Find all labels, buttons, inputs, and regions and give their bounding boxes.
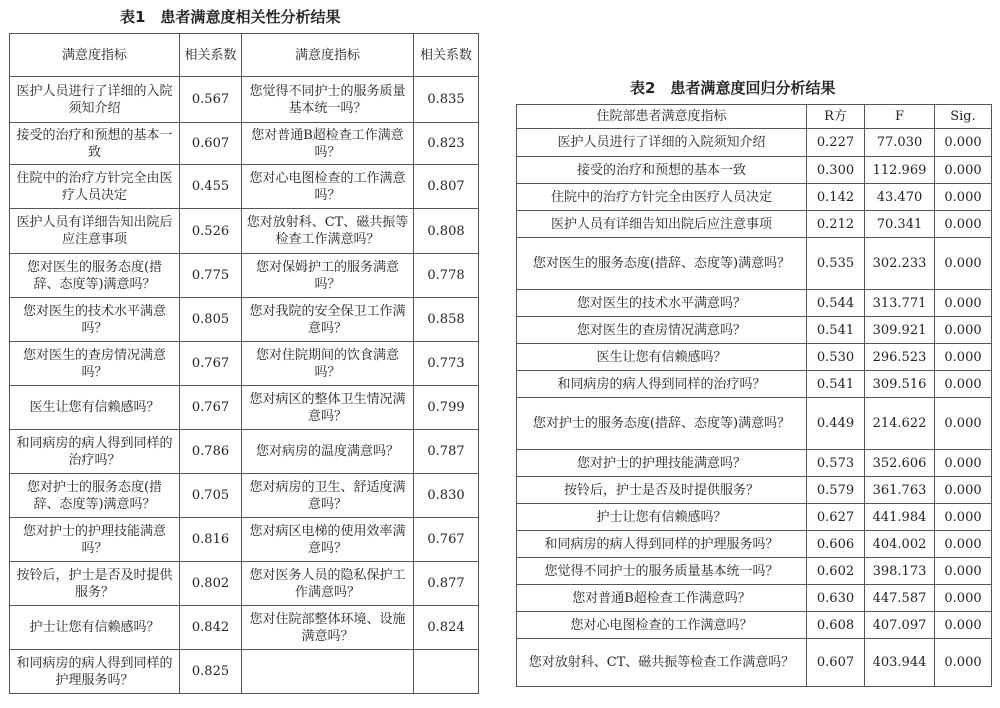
table-row [10,606,479,650]
indicator-cell: 您对护士的护理技能满意吗？ [10,518,180,562]
table-row [517,639,992,687]
indicator-cell: 您对病区的整体卫生情况满意吗？ [242,386,414,430]
header-cell: 相关系数 [180,34,242,77]
coefficient-cell: 0.830 [414,474,479,518]
indicator-cell: 按铃后，护士是否及时提供服务？ [10,562,180,606]
sig-cell: 0.000 [935,129,992,157]
coefficient-cell: 0.607 [180,123,242,165]
coefficient-cell: 0.786 [180,430,242,474]
table-row [517,184,992,211]
indicator-cell [242,650,414,694]
table-row [10,209,479,254]
r-square-cell: 0.627 [807,504,865,531]
f-value-cell: 398.173 [865,558,935,585]
coefficient-cell: 0.705 [180,474,242,518]
f-value-cell: 404.002 [865,531,935,558]
table-row [517,531,992,558]
indicator-cell: 医生让您有信赖感吗？ [10,386,180,430]
table-row [517,398,992,450]
sig-cell: 0.000 [935,639,992,687]
indicator-cell: 您对医生的技术水平满意吗？ [10,298,180,342]
f-value-cell: 77.030 [865,129,935,157]
r-square-cell: 0.606 [807,531,865,558]
f-value-cell: 403.944 [865,639,935,687]
r-square-cell: 0.602 [807,558,865,585]
f-value-cell: 407.097 [865,612,935,639]
indicator-cell: 您对病区电梯的使用效率满意吗？ [242,518,414,562]
header-cell: 住院部患者满意度指标 [517,105,807,129]
indicator-cell: 您对心电图检查的工作满意吗？ [517,612,807,639]
r-square-cell: 0.142 [807,184,865,211]
sig-cell: 0.000 [935,504,992,531]
indicator-cell: 和同病房的病人得到同样的护理服务吗？ [10,650,180,694]
indicator-cell: 您对医生的查房情况满意吗？ [517,317,807,344]
r-square-cell: 0.544 [807,290,865,317]
header-cell: 相关系数 [414,34,479,77]
indicator-cell: 和同病房的病人得到同样的治疗吗？ [517,371,807,398]
indicator-cell: 和同病房的病人得到同样的护理服务吗？ [517,531,807,558]
f-value-cell: 352.606 [865,450,935,477]
coefficient-cell: 0.526 [180,209,242,254]
table-row [517,211,992,238]
indicator-cell: 您对普通B超检查工作满意吗？ [242,123,414,165]
indicator-cell: 和同病房的病人得到同样的治疗吗？ [10,430,180,474]
indicator-cell: 您对放射科、CT、磁共振等检查工作满意吗？ [242,209,414,254]
indicator-cell: 住院中的治疗方针完全由医疗人员决定 [10,165,180,209]
indicator-cell: 您对病房的温度满意吗？ [242,430,414,474]
f-value-cell: 70.341 [865,211,935,238]
table-row [10,474,479,518]
indicator-cell: 按铃后，护士是否及时提供服务？ [517,477,807,504]
r-square-cell: 0.607 [807,639,865,687]
table-row [10,123,479,165]
sig-cell: 0.000 [935,317,992,344]
coefficient-cell: 0.773 [414,342,479,386]
f-value-cell: 302.233 [865,238,935,290]
table-row [517,290,992,317]
r-square-cell: 0.579 [807,477,865,504]
r-square-cell: 0.541 [807,371,865,398]
table-row [517,558,992,585]
sig-cell: 0.000 [935,450,992,477]
table-row [10,430,479,474]
indicator-cell: 您对医生的服务态度(措辞、态度等)满意吗？ [10,254,180,298]
sig-cell: 0.000 [935,238,992,290]
table-row [517,371,992,398]
f-value-cell: 313.771 [865,290,935,317]
sig-cell: 0.000 [935,211,992,238]
sig-cell: 0.000 [935,558,992,585]
indicator-cell: 医护人员进行了详细的入院须知介绍 [10,77,180,123]
f-value-cell: 441.984 [865,504,935,531]
indicator-cell: 护士让您有信赖感吗？ [517,504,807,531]
indicator-cell: 您对我院的安全保卫工作满意吗？ [242,298,414,342]
coefficient-cell: 0.778 [414,254,479,298]
table-row [10,342,479,386]
sig-cell: 0.000 [935,290,992,317]
table-header-row [10,34,479,77]
r-square-cell: 0.227 [807,129,865,157]
sig-cell: 0.000 [935,477,992,504]
sig-cell: 0.000 [935,157,992,184]
f-value-cell: 309.921 [865,317,935,344]
table-row [10,518,479,562]
coefficient-cell: 0.816 [180,518,242,562]
table-row [517,450,992,477]
indicator-cell: 医生让您有信赖感吗？ [517,344,807,371]
header-cell: 满意度指标 [242,34,414,77]
coefficient-cell: 0.823 [414,123,479,165]
table-row [517,612,992,639]
r-square-cell: 0.608 [807,612,865,639]
coefficient-cell: 0.767 [414,518,479,562]
coefficient-cell [414,650,479,694]
table-row [517,317,992,344]
f-value-cell: 43.470 [865,184,935,211]
sig-cell: 0.000 [935,184,992,211]
header-cell: R方 [807,105,865,129]
f-value-cell: 214.622 [865,398,935,450]
r-square-cell: 0.212 [807,211,865,238]
indicator-cell: 您对住院期间的饮食满意吗？ [242,342,414,386]
table-row [10,165,479,209]
table-row [10,254,479,298]
sig-cell: 0.000 [935,585,992,612]
table-header-row [517,105,992,129]
table-row [10,298,479,342]
indicator-cell: 您对医生的技术水平满意吗？ [517,290,807,317]
table-row [10,386,479,430]
indicator-cell: 住院中的治疗方针完全由医疗人员决定 [517,184,807,211]
header-cell: 满意度指标 [10,34,180,77]
r-square-cell: 0.630 [807,585,865,612]
indicator-cell: 您对护士的护理技能满意吗？ [517,450,807,477]
f-value-cell: 361.763 [865,477,935,504]
indicator-cell: 护士让您有信赖感吗？ [10,606,180,650]
coefficient-cell: 0.787 [414,430,479,474]
indicator-cell: 您对医生的查房情况满意吗？ [10,342,180,386]
indicator-cell: 您对普通B超检查工作满意吗？ [517,585,807,612]
indicator-cell: 接受的治疗和预想的基本一致 [10,123,180,165]
indicator-cell: 接受的治疗和预想的基本一致 [517,157,807,184]
coefficient-cell: 0.824 [414,606,479,650]
regression-table [516,104,992,687]
indicator-cell: 您对护士的服务态度(措辞、态度等)满意吗？ [10,474,180,518]
indicator-cell: 您对病房的卫生、舒适度满意吗？ [242,474,414,518]
table-row [10,562,479,606]
indicator-cell: 医护人员有详细告知出院后应注意事项 [10,209,180,254]
sig-cell: 0.000 [935,371,992,398]
table1-title: 表1 患者满意度相关性分析结果 [120,8,341,26]
sig-cell: 0.000 [935,398,992,450]
coefficient-cell: 0.807 [414,165,479,209]
table-row [517,585,992,612]
coefficient-cell: 0.877 [414,562,479,606]
f-value-cell: 309.516 [865,371,935,398]
indicator-cell: 您对心电图检查的工作满意吗？ [242,165,414,209]
table-row [517,344,992,371]
coefficient-cell: 0.805 [180,298,242,342]
coefficient-cell: 0.767 [180,342,242,386]
sig-cell: 0.000 [935,612,992,639]
sig-cell: 0.000 [935,531,992,558]
table-row [10,77,479,123]
coefficient-cell: 0.455 [180,165,242,209]
coefficient-cell: 0.858 [414,298,479,342]
r-square-cell: 0.300 [807,157,865,184]
header-cell: Sig. [935,105,992,129]
table-row [517,504,992,531]
indicator-cell: 您觉得不同护士的服务质量基本统一吗？ [517,558,807,585]
indicator-cell: 医护人员进行了详细的入院须知介绍 [517,129,807,157]
indicator-cell: 医护人员有详细告知出院后应注意事项 [517,211,807,238]
coefficient-cell: 0.808 [414,209,479,254]
r-square-cell: 0.573 [807,450,865,477]
coefficient-cell: 0.767 [180,386,242,430]
coefficient-cell: 0.802 [180,562,242,606]
table-row [517,129,992,157]
coefficient-cell: 0.567 [180,77,242,123]
coefficient-cell: 0.799 [414,386,479,430]
table-row [10,650,479,694]
indicator-cell: 您对护士的服务态度(措辞、态度等)满意吗？ [517,398,807,450]
correlation-table [9,33,479,694]
coefficient-cell: 0.835 [414,77,479,123]
indicator-cell: 您对放射科、CT、磁共振等检查工作满意吗？ [517,639,807,687]
table-row [517,238,992,290]
sig-cell: 0.000 [935,344,992,371]
table2-title: 表2 患者满意度回归分析结果 [630,79,836,97]
f-value-cell: 296.523 [865,344,935,371]
indicator-cell: 您对住院部整体环境、设施满意吗？ [242,606,414,650]
header-cell: F [865,105,935,129]
r-square-cell: 0.541 [807,317,865,344]
indicator-cell: 您对保姆护工的服务满意吗？ [242,254,414,298]
r-square-cell: 0.535 [807,238,865,290]
indicator-cell: 您对医生的服务态度(措辞、态度等)满意吗？ [517,238,807,290]
f-value-cell: 447.587 [865,585,935,612]
table-row [517,477,992,504]
f-value-cell: 112.969 [865,157,935,184]
coefficient-cell: 0.825 [180,650,242,694]
coefficient-cell: 0.775 [180,254,242,298]
table-row [517,157,992,184]
indicator-cell: 您觉得不同护士的服务质量基本统一吗？ [242,77,414,123]
r-square-cell: 0.449 [807,398,865,450]
r-square-cell: 0.530 [807,344,865,371]
indicator-cell: 您对医务人员的隐私保护工作满意吗？ [242,562,414,606]
coefficient-cell: 0.842 [180,606,242,650]
